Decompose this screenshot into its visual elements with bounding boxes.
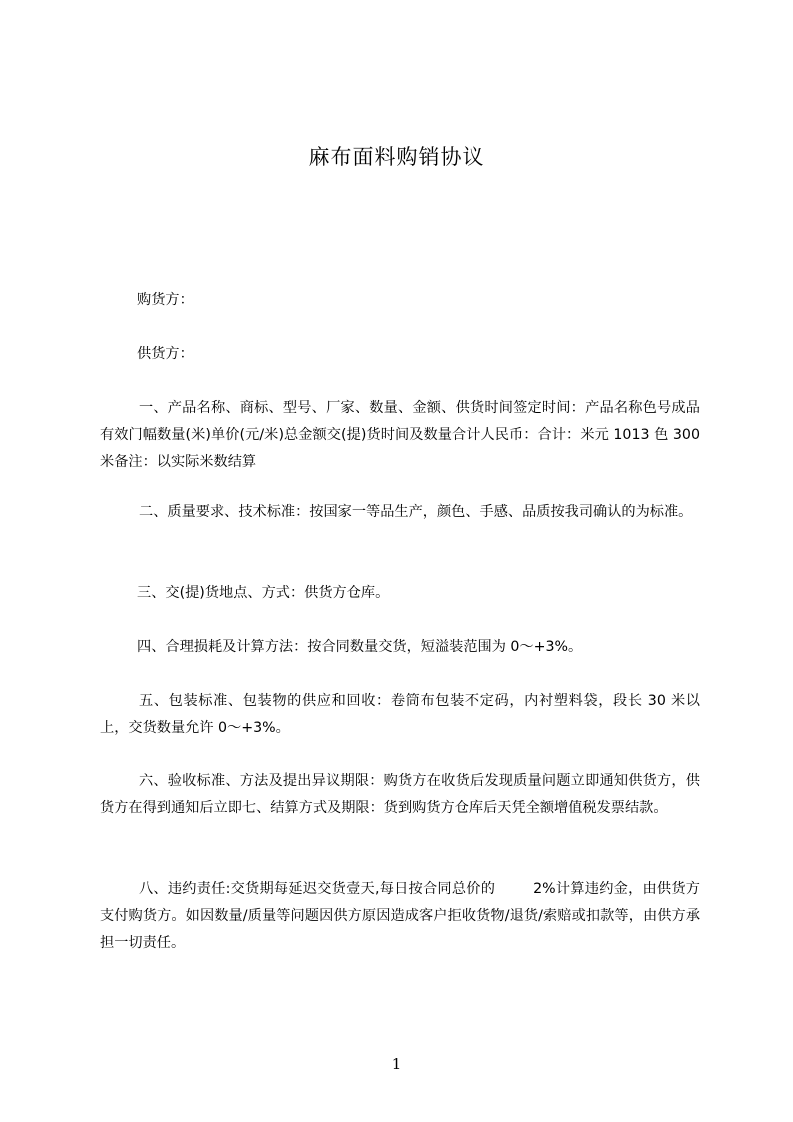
supplier-label: 供货方： (137, 346, 194, 362)
document-title: 麻布面料购销协议 (308, 145, 485, 169)
buyer-label: 购货方： (137, 292, 194, 308)
clause-breach-liability (100, 876, 700, 957)
clause-packaging: 五、包装标准、包装物的供应和回收：卷筒布包装不定码，内衬塑料袋，段长 30 米以上，交货数量允许 0～+3%。 (100, 693, 700, 736)
clause-breach-part1: 八、违约责任:交货期每延迟交货壹天,每日按合同总价的 (139, 881, 496, 897)
clause-product-info: 一、产品名称、商标、型号、厂家、数量、金额、供货时间签定时间：产品名称色号成品有效门幅数量(米)单价(元/米)总金额交(提)货时间及数量合计人民币：合计：米元 1013 色 300 米备注：以实际米数结算 (100, 400, 700, 470)
clause-quality: 二、质量要求、技术标准：按国家一等品生产，颜色、手感、品质按我司确认的为标准。 (139, 504, 693, 520)
page-number: 1 (391, 1055, 402, 1073)
clause-delivery-place: 三、交(提)货地点、方式：供货方仓库。 (137, 585, 390, 601)
clause-loss-calculation: 四、合理损耗及计算方法：按合同数量交货，短溢装范围为 0～+3%。 (137, 639, 583, 655)
clause-breach-part2: 2%计算违约金，由供货方支付购货方。如因数量/质量等问题因供方原因造成客户拒收货物/退货/索赔或扣款等，由供方承担一切责任。 (100, 881, 700, 951)
clause-inspection-settlement: 六、验收标准、方法及提出异议期限：购货方在收货后发现质量问题立即通知供货方，供货方在得到通知后立即七、结算方式及期限：货到购货方仓库后天凭全额增值税发票结款。 (100, 773, 700, 816)
